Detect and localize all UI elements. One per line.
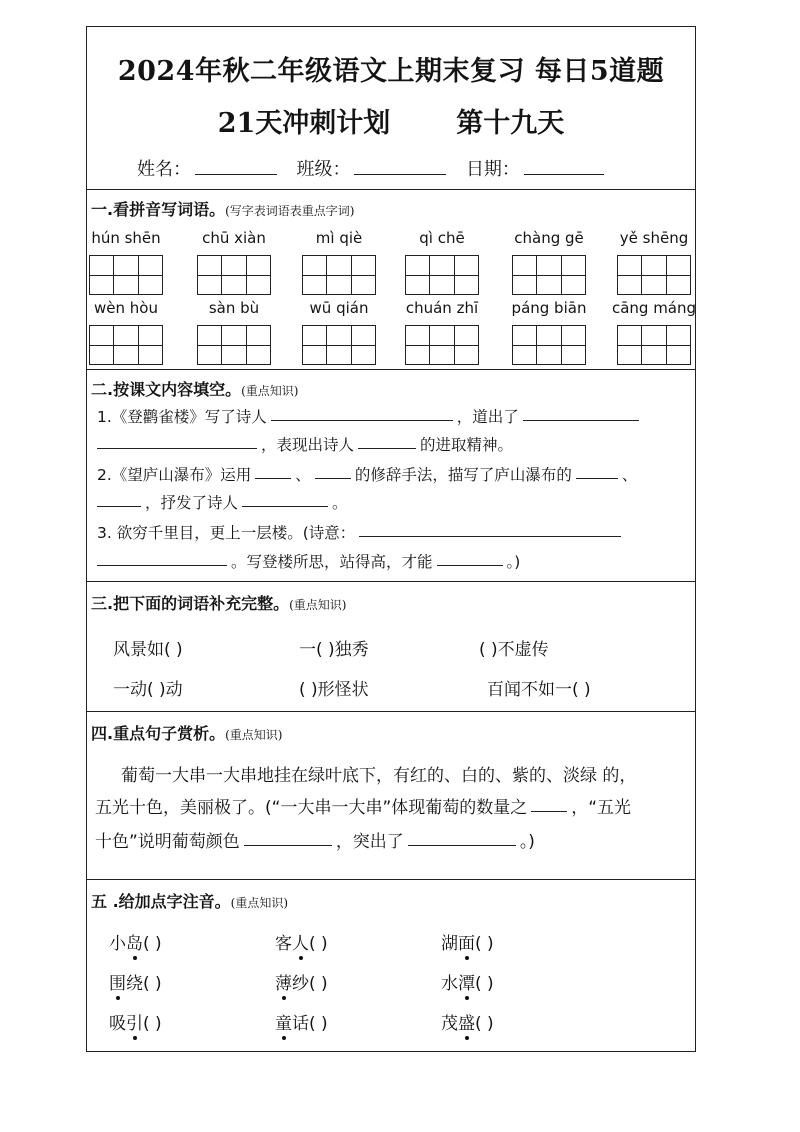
grid-cell[interactable] <box>139 256 162 294</box>
phonetic-item <box>275 1009 328 1034</box>
pinyin-label: yě shēng <box>619 229 689 247</box>
phonetic-item <box>275 969 328 994</box>
grid-cell[interactable] <box>198 326 222 364</box>
answer-paren[interactable]: ( ) <box>143 974 162 994</box>
class-label: 班级： <box>296 159 351 180</box>
answer-paren[interactable]: ( ) <box>143 934 162 954</box>
day-label: 第十九天 <box>456 108 565 139</box>
character: 话 <box>292 1014 309 1034</box>
pinyin-label: chàng gē <box>514 229 584 247</box>
pinyin-label: mì qiè <box>315 229 363 247</box>
grid-cell[interactable] <box>327 256 351 294</box>
phonetic-item <box>109 1009 162 1034</box>
grid-cell[interactable] <box>114 326 138 364</box>
pinyin-label: wū qián <box>309 299 369 317</box>
dotted-character: 岛 <box>126 929 143 954</box>
section5-note: (重点知识) <box>230 896 289 910</box>
class-field[interactable] <box>354 173 446 175</box>
section5-title: 五 .给加点字注音。 <box>91 892 231 911</box>
grid-cell[interactable] <box>198 256 222 294</box>
section1-heading <box>91 197 354 220</box>
grid-cell[interactable] <box>352 326 375 364</box>
grid-cell[interactable] <box>537 326 561 364</box>
grid-cell[interactable] <box>247 256 270 294</box>
plan-label: 21天冲刺计划 <box>217 108 391 139</box>
writing-grid[interactable] <box>512 255 586 295</box>
q1-text-b: ，道出了 <box>456 408 519 426</box>
q1-blank-meaning-cont[interactable] <box>97 447 257 449</box>
date-field[interactable] <box>524 173 604 175</box>
section4-heading <box>91 721 282 744</box>
grid-cell[interactable] <box>90 256 114 294</box>
section2-title: 二.按课文内容填空。 <box>91 380 242 399</box>
dotted-character: 潭 <box>458 969 475 994</box>
grid-cell[interactable] <box>352 256 375 294</box>
writing-grid[interactable] <box>512 325 586 365</box>
pinyin-label: chū xiàn <box>202 229 266 247</box>
q1-blank-poet[interactable] <box>271 419 453 421</box>
section4-note: (重点知识) <box>225 728 283 742</box>
passage-line-2 <box>95 793 631 818</box>
grid-cell[interactable] <box>303 256 327 294</box>
phonetic-item <box>109 969 162 994</box>
section1-note: (写字表词语表重点字词) <box>225 204 355 218</box>
section2-heading <box>91 377 298 400</box>
answer-paren[interactable]: ( ) <box>143 1014 162 1034</box>
q2-blank-1[interactable] <box>255 477 291 479</box>
grid-cell[interactable] <box>455 256 478 294</box>
idiom-2: 一( )独秀 <box>299 640 369 660</box>
q2-text-b: 、 <box>295 466 311 484</box>
phonetic-item <box>275 929 328 954</box>
phonetic-item <box>109 929 162 954</box>
dotted-character: 薄 <box>275 969 292 994</box>
q2-text-f: 。 <box>332 494 348 512</box>
divider <box>87 581 695 582</box>
worksheet-subtitle <box>87 101 695 140</box>
worksheet-title: 2024年秋二年级语文上期末复习 每日5道题 <box>117 56 665 87</box>
character: 客 <box>275 934 292 954</box>
q2-line1 <box>97 465 637 485</box>
section1-title: 一.看拼音写词语。 <box>91 200 226 219</box>
pinyin-label: cāng máng <box>611 299 697 317</box>
q2-blank-5[interactable] <box>242 505 328 507</box>
name-field[interactable] <box>195 173 277 175</box>
grid-cell[interactable] <box>537 256 561 294</box>
answer-paren[interactable]: ( ) <box>475 974 494 994</box>
divider <box>87 369 695 370</box>
q3-blank-can[interactable] <box>437 564 503 566</box>
grid-cell[interactable] <box>618 256 642 294</box>
grid-cell[interactable] <box>667 326 690 364</box>
q2-text-d: 、 <box>621 466 638 484</box>
writing-grid[interactable] <box>405 255 479 295</box>
q1-line1 <box>97 407 643 427</box>
q2-blank-3[interactable] <box>576 477 618 479</box>
passage-line-1: 葡萄一大串一大串地挂在绿叶底下，有红的、白的、紫的、淡绿 的， <box>121 766 637 786</box>
passage-text-e: 。) <box>519 832 535 852</box>
character: 小 <box>109 934 126 954</box>
section3-note: (重点知识) <box>289 598 347 612</box>
section2-note: (重点知识) <box>241 384 299 398</box>
q3-line1 <box>97 523 625 543</box>
phonetic-item <box>441 969 494 994</box>
grid-cell[interactable] <box>327 326 351 364</box>
section5-heading <box>91 889 288 912</box>
grid-cell[interactable] <box>222 256 246 294</box>
passage-text-a: 五光十色，美丽极了。(“一大串一大串”体现葡萄的数量之 <box>95 798 528 818</box>
grid-cell[interactable] <box>430 256 454 294</box>
q2-blank-4[interactable] <box>97 505 141 507</box>
passage-text-c: 十色”说明葡萄颜色 <box>95 832 240 852</box>
dotted-character: 围 <box>109 969 126 994</box>
q1-blank-spirit[interactable] <box>358 447 416 449</box>
passage-blank-1[interactable] <box>531 810 567 812</box>
grid-cell[interactable] <box>90 326 114 364</box>
grid-cell[interactable] <box>667 256 690 294</box>
grid-cell[interactable] <box>562 256 585 294</box>
writing-grid[interactable] <box>405 325 479 365</box>
idiom-1: 风景如( ) <box>113 640 183 660</box>
grid-cell[interactable] <box>642 256 666 294</box>
dotted-character: 面 <box>458 929 475 954</box>
dotted-character: 童 <box>275 1009 292 1034</box>
passage-text-d: ，突出了 <box>335 832 404 852</box>
answer-paren[interactable]: ( ) <box>309 1014 328 1034</box>
character: 吸 <box>109 1014 126 1034</box>
q3-text-c: 。) <box>506 553 521 571</box>
idiom-4: 一动( )动 <box>113 680 183 700</box>
character: 湖 <box>441 934 458 954</box>
pinyin-label: sàn bù <box>208 299 260 317</box>
grid-cell[interactable] <box>303 326 327 364</box>
phonetic-item <box>441 929 494 954</box>
character: 水 <box>441 974 458 994</box>
answer-paren[interactable]: ( ) <box>475 934 494 954</box>
grid-cell[interactable] <box>618 326 642 364</box>
character: 纱 <box>292 974 309 994</box>
idiom-3: ( )不虚传 <box>479 640 549 660</box>
answer-paren[interactable]: ( ) <box>309 934 328 954</box>
date-label: 日期： <box>465 159 520 180</box>
passage-blank-3[interactable] <box>408 844 516 846</box>
q3-line2 <box>97 552 520 572</box>
answer-paren[interactable]: ( ) <box>475 1014 494 1034</box>
writing-grid[interactable] <box>197 255 271 295</box>
answer-paren[interactable]: ( ) <box>309 974 328 994</box>
grid-cell[interactable] <box>247 326 270 364</box>
writing-grid[interactable] <box>197 325 271 365</box>
grid-cell[interactable] <box>562 326 585 364</box>
q3-blank-meaning[interactable] <box>359 535 621 537</box>
passage-line-3 <box>95 827 535 852</box>
writing-grid[interactable] <box>89 325 163 365</box>
pinyin-label: páng biān <box>511 299 587 317</box>
writing-grid[interactable] <box>302 325 376 365</box>
q1-text-a: 1.《登鹳雀楼》写了诗人 <box>97 408 267 426</box>
writing-grid[interactable] <box>617 255 691 295</box>
divider <box>87 189 695 190</box>
grid-cell[interactable] <box>642 326 666 364</box>
character: 茂 <box>441 1014 458 1034</box>
writing-grid[interactable] <box>302 255 376 295</box>
section4-title: 四.重点句子赏析。 <box>91 724 226 743</box>
pinyin-label: hún shēn <box>91 229 161 247</box>
pinyin-label: chuán zhī <box>405 299 479 317</box>
section3-heading <box>91 591 346 614</box>
grid-cell[interactable] <box>406 326 430 364</box>
divider <box>87 711 695 712</box>
q2-text-c: 的修辞手法，描写了庐山瀑布的 <box>354 466 572 484</box>
grid-cell[interactable] <box>430 326 454 364</box>
q2-text-a: 2.《望庐山瀑布》运用 <box>97 466 252 484</box>
q2-blank-2[interactable] <box>315 477 351 479</box>
grid-cell[interactable] <box>513 256 537 294</box>
q2-text-e: ，抒发了诗人 <box>145 494 239 512</box>
q1-text-d: 的进取精神。 <box>420 436 514 454</box>
q1-text-c: ，表现出诗人 <box>261 436 355 454</box>
worksheet <box>86 26 696 1052</box>
passage-blank-2[interactable] <box>244 844 332 846</box>
dotted-character: 盛 <box>458 1009 475 1034</box>
grid-cell[interactable] <box>114 256 138 294</box>
divider <box>87 879 695 880</box>
q3-text-a: 3. 欲穷千里目，更上一层楼。(诗意： <box>97 524 356 542</box>
section3-title: 三.把下面的词语补充完整。 <box>91 594 290 613</box>
grid-cell[interactable] <box>455 326 478 364</box>
dotted-character: 引 <box>126 1009 143 1034</box>
grid-cell[interactable] <box>139 326 162 364</box>
writing-grid[interactable] <box>89 255 163 295</box>
idiom-6: 百闻不如一( ) <box>487 680 591 700</box>
grid-cell[interactable] <box>513 326 537 364</box>
writing-grid[interactable] <box>617 325 691 365</box>
q1-blank-meaning[interactable] <box>523 419 639 421</box>
pinyin-label: wèn hòu <box>94 299 158 317</box>
q1-line2 <box>97 435 513 455</box>
grid-cell[interactable] <box>222 326 246 364</box>
passage-text-b: ，“五光 <box>571 798 632 818</box>
phonetic-item <box>441 1009 494 1034</box>
name-label: 姓名： <box>137 159 191 180</box>
q2-line2 <box>97 493 348 513</box>
q3-blank-meaning-cont[interactable] <box>97 564 227 566</box>
pinyin-label: qì chē <box>419 229 465 247</box>
q3-text-b: 。写登楼所思，站得高，才能 <box>231 553 433 571</box>
dotted-character: 人 <box>292 929 309 954</box>
character: 绕 <box>126 974 143 994</box>
idiom-5: ( )形怪状 <box>299 680 369 700</box>
student-info-row <box>137 155 608 181</box>
grid-cell[interactable] <box>406 256 430 294</box>
